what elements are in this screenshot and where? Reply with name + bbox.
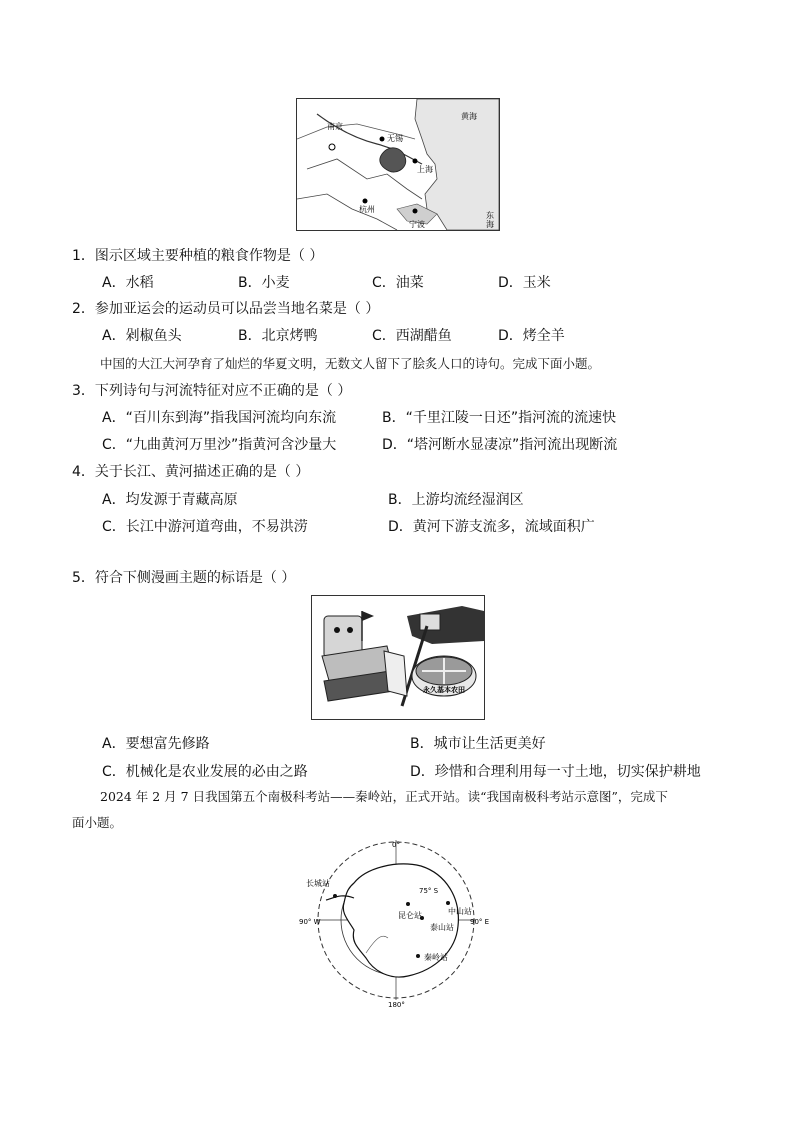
q2-stem: 2．参加亚运会的运动员可以品尝当地名菜是（ ） (72, 301, 380, 317)
yangtze-delta-map (296, 98, 500, 231)
label-hangzhou: 杭州 (359, 205, 375, 214)
q3-option-b[interactable]: B．“千里江陵一日还”指河流的流速快 (382, 410, 617, 426)
q2-option-a[interactable]: A．剁椒鱼头 (102, 328, 182, 344)
label-nanjing: 南京 (327, 122, 343, 131)
q2-option-d[interactable]: D．烤全羊 (498, 328, 565, 344)
antarctic-graphic (296, 838, 496, 1008)
label-hai: 海 (486, 220, 494, 229)
farmland-cartoon (311, 595, 485, 720)
label-90w: 90° W (299, 918, 321, 926)
cartoon-farmland-label: 永久基本农田 (423, 686, 465, 694)
q4-option-c[interactable]: C．长江中游河道弯曲，不易洪涝 (102, 519, 308, 535)
q3-option-c[interactable]: C．“九曲黄河万里沙”指黄河含沙量大 (102, 437, 337, 453)
map-graphic (297, 99, 499, 230)
intro-antarctic-line2: 面小题。 (72, 815, 123, 830)
q4-option-b[interactable]: B．上游均流经湿润区 (388, 492, 524, 508)
q3-option-d[interactable]: D．“塔河断水显凄凉”指河流出现断流 (382, 437, 618, 453)
intro-rivers: 中国的大江大河孕育了灿烂的华夏文明，无数文人留下了脍炙人口的诗句。完成下面小题。 (100, 356, 601, 371)
label-shanghai: 上海 (417, 165, 433, 174)
label-75s: 75° S (419, 887, 439, 895)
label-taishan-station: 泰山站 (430, 923, 454, 932)
q4-stem: 4．关于长江、黄河描述正确的是（ ） (72, 464, 310, 480)
q5-option-d[interactable]: D．珍惜和合理利用每一寸土地，切实保护耕地 (410, 764, 701, 780)
q3-stem: 3．下列诗句与河流特征对应不正确的是（ ） (72, 383, 352, 399)
intro-antarctic-line1: 2024 年 2 月 7 日我国第五个南极科考站——秦岭站，正式开站。读“我国南极科考站示意图”，完成下 (100, 789, 668, 804)
q5-option-b[interactable]: B．城市让生活更美好 (410, 736, 546, 752)
q1-option-d[interactable]: D．玉米 (498, 275, 551, 291)
label-ningbo: 宁波 (409, 220, 425, 229)
q1-option-c[interactable]: C．油菜 (372, 275, 424, 291)
label-qinling-station: 秦岭站 (424, 953, 448, 962)
q4-option-a[interactable]: A．均发源于青藏高原 (102, 492, 238, 508)
label-wuxi: 无锡 (387, 134, 403, 143)
q1-option-b[interactable]: B．小麦 (238, 275, 290, 291)
antarctic-station-map (296, 838, 496, 1008)
q5-option-c[interactable]: C．机械化是农业发展的必由之路 (102, 764, 308, 780)
q5-option-a[interactable]: A．要想富先修路 (102, 736, 210, 752)
label-dong: 东 (486, 211, 494, 220)
label-kunlun-station: 昆仑站 (398, 911, 422, 920)
label-90e: 90° E (470, 918, 490, 926)
q4-option-d[interactable]: D．黄河下游支流多，流域面积广 (388, 519, 595, 535)
q1-stem: 1．图示区域主要种植的粮食作物是（ ） (72, 248, 324, 264)
q5-stem: 5．符合下侧漫画主题的标语是（ ） (72, 570, 296, 586)
q2-option-b[interactable]: B．北京烤鸭 (238, 328, 318, 344)
label-huanghai: 黄海 (461, 112, 477, 121)
cartoon-graphic (312, 596, 484, 719)
label-zhongshan-station: 中山站 (448, 907, 472, 916)
q1-option-a[interactable]: A．水稻 (102, 275, 154, 291)
label-180deg: 180° (388, 1001, 405, 1008)
label-0deg: 0° (392, 841, 400, 849)
q2-option-c[interactable]: C．西湖醋鱼 (372, 328, 452, 344)
label-great-wall-station: 长城站 (306, 879, 330, 888)
q3-option-a[interactable]: A．“百川东到海”指我国河流均向东流 (102, 410, 337, 426)
